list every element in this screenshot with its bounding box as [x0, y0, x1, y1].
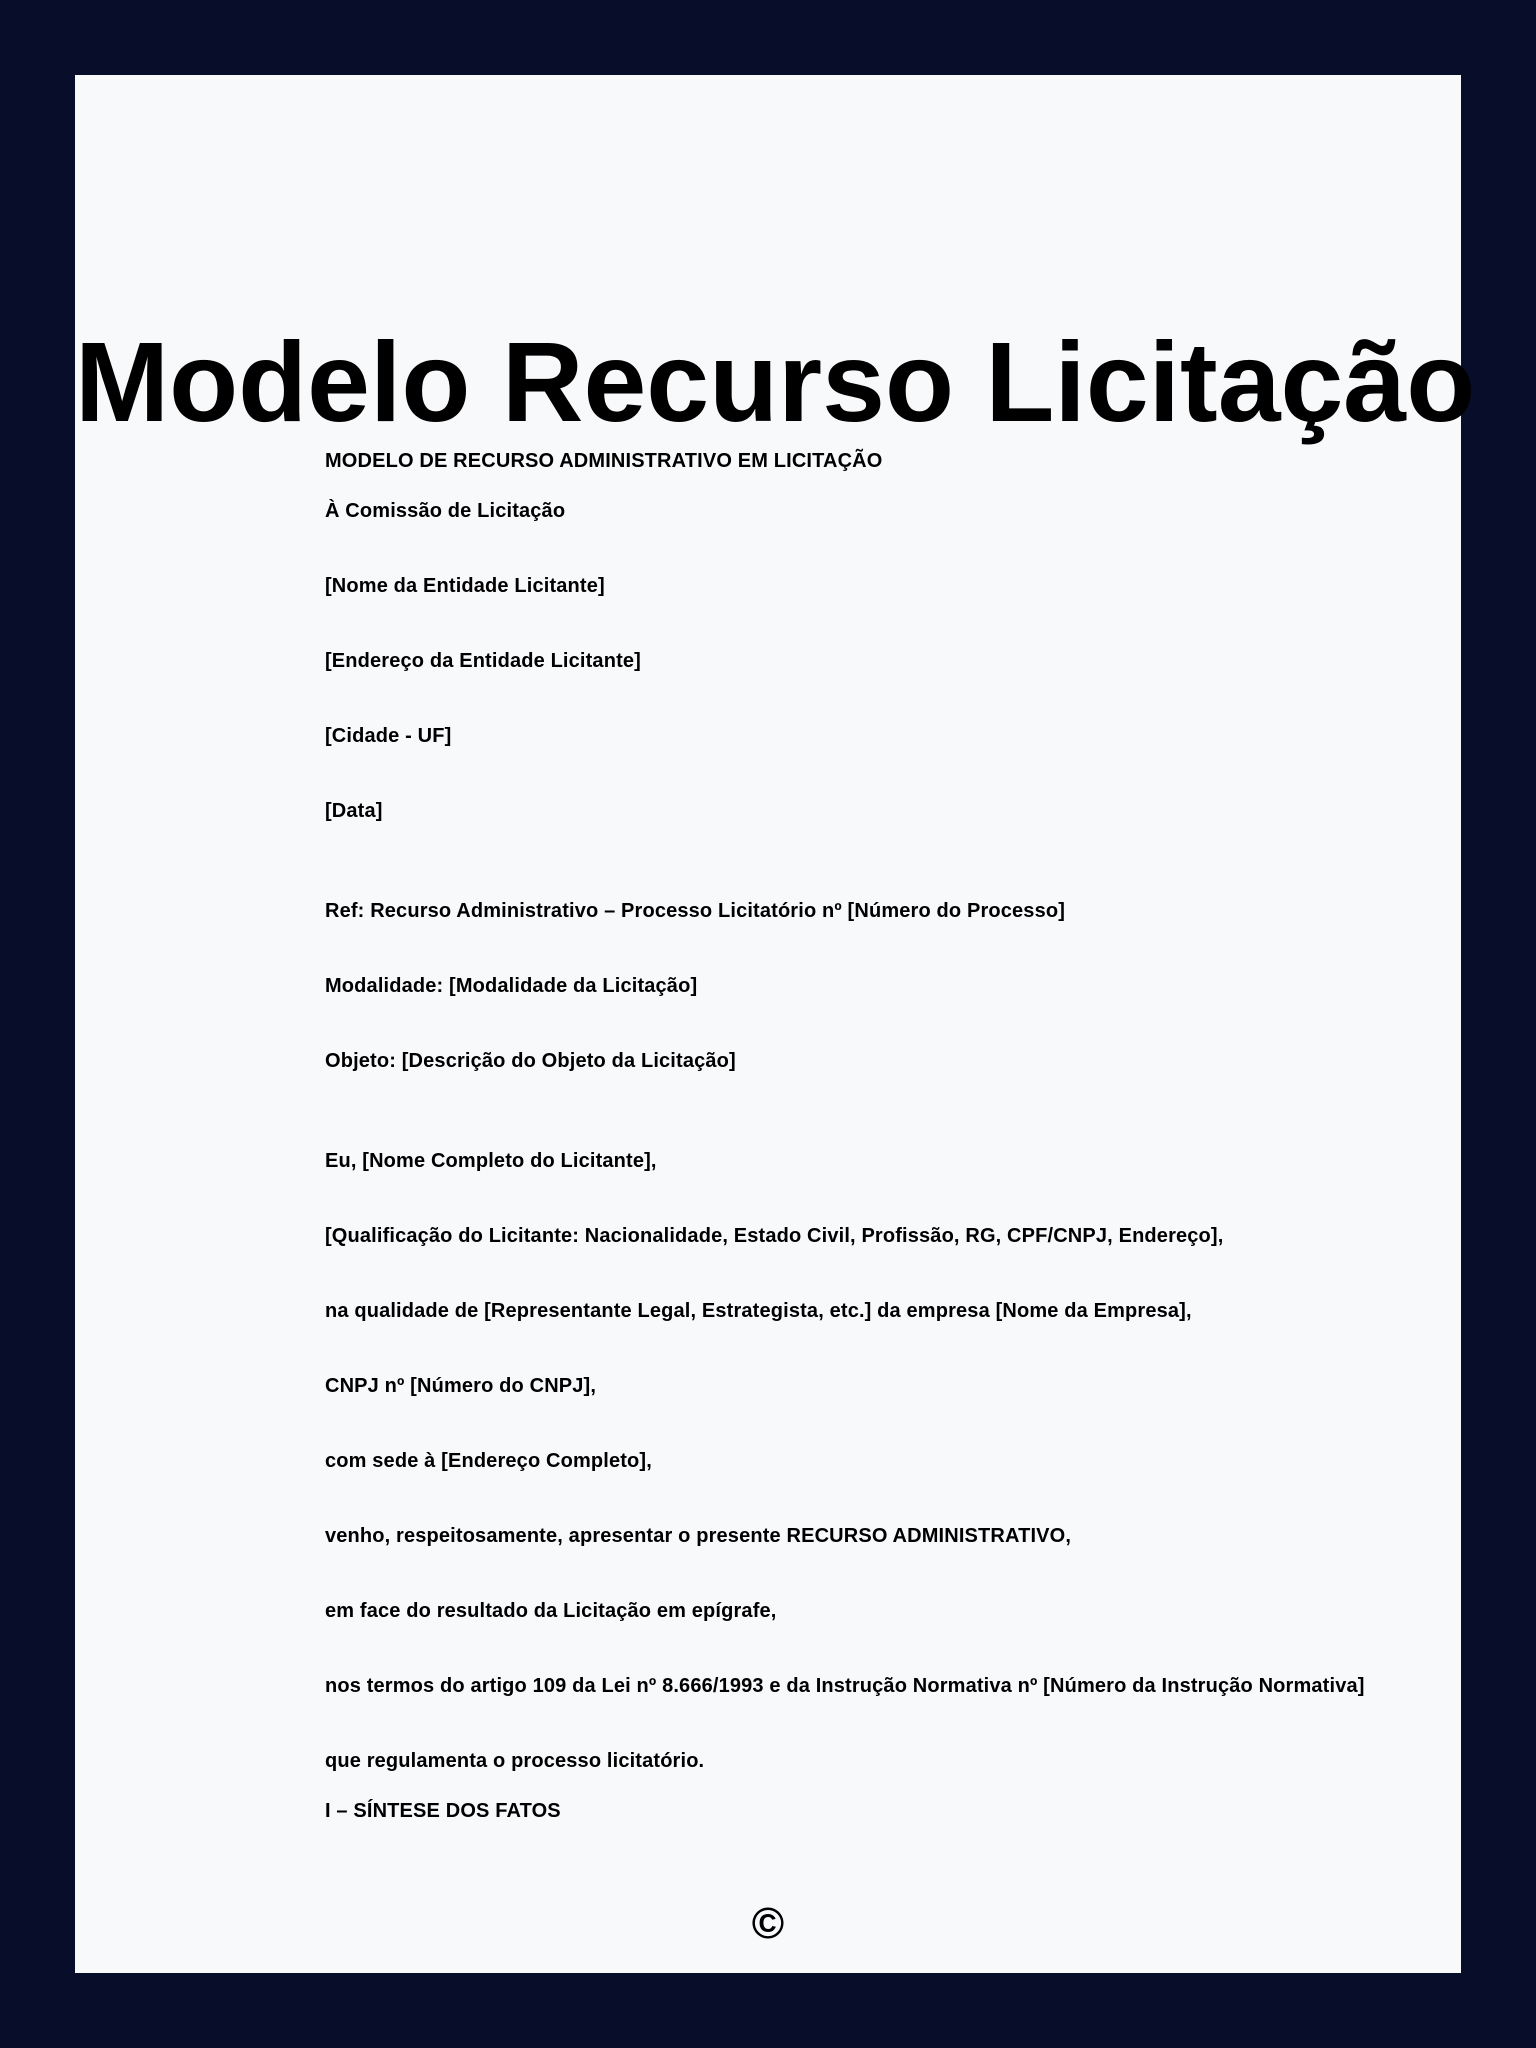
reference-line: Ref: Recurso Administrativo – Processo Licitatório nº [Número do Processo]: [325, 900, 1066, 922]
applicant-qualification-line: [Qualificação do Licitante: Nacionalidade, Estado Civil, Profissão, RG, CPF/CNPJ, Endereço],: [325, 1225, 1224, 1247]
bidding-result-line: em face do resultado da Licitação em epígrafe,: [325, 1600, 777, 1622]
entity-name-line: [Nome da Entidade Licitante]: [325, 575, 605, 597]
section-heading: I – SÍNTESE DOS FATOS: [325, 1800, 561, 1822]
copyright-symbol: ©: [751, 1899, 785, 1948]
entity-address-line: [Endereço da Entidade Licitante]: [325, 650, 641, 672]
headquarters-line: com sede à [Endereço Completo],: [325, 1450, 652, 1472]
company-line: na qualidade de [Representante Legal, Estrategista, etc.] da empresa [Nome da Empresa],: [325, 1300, 1192, 1322]
regulation-line: que regulamenta o processo licitatório.: [325, 1750, 705, 1772]
recipient-line: À Comissão de Licitação: [325, 500, 566, 522]
cnpj-line: CNPJ nº [Número do CNPJ],: [325, 1375, 597, 1397]
applicant-name-line: Eu, [Nome Completo do Licitante],: [325, 1150, 657, 1172]
date-line: [Data]: [325, 800, 383, 822]
document-title: Modelo Recurso Licitação: [75, 319, 1476, 445]
document-heading: MODELO DE RECURSO ADMINISTRATIVO EM LICITAÇÃO: [325, 450, 883, 472]
document-page: [75, 75, 1476, 1973]
modality-line: Modalidade: [Modalidade da Licitação]: [325, 975, 698, 997]
city-line: [Cidade - UF]: [325, 725, 452, 747]
legal-basis-line: nos termos do artigo 109 da Lei nº 8.666/1993 e da Instrução Normativa nº [Número da Instrução Normativa]: [325, 1675, 1365, 1697]
appeal-statement-line: venho, respeitosamente, apresentar o presente RECURSO ADMINISTRATIVO,: [325, 1525, 1072, 1547]
object-line: Objeto: [Descrição do Objeto da Licitação]: [325, 1050, 736, 1072]
